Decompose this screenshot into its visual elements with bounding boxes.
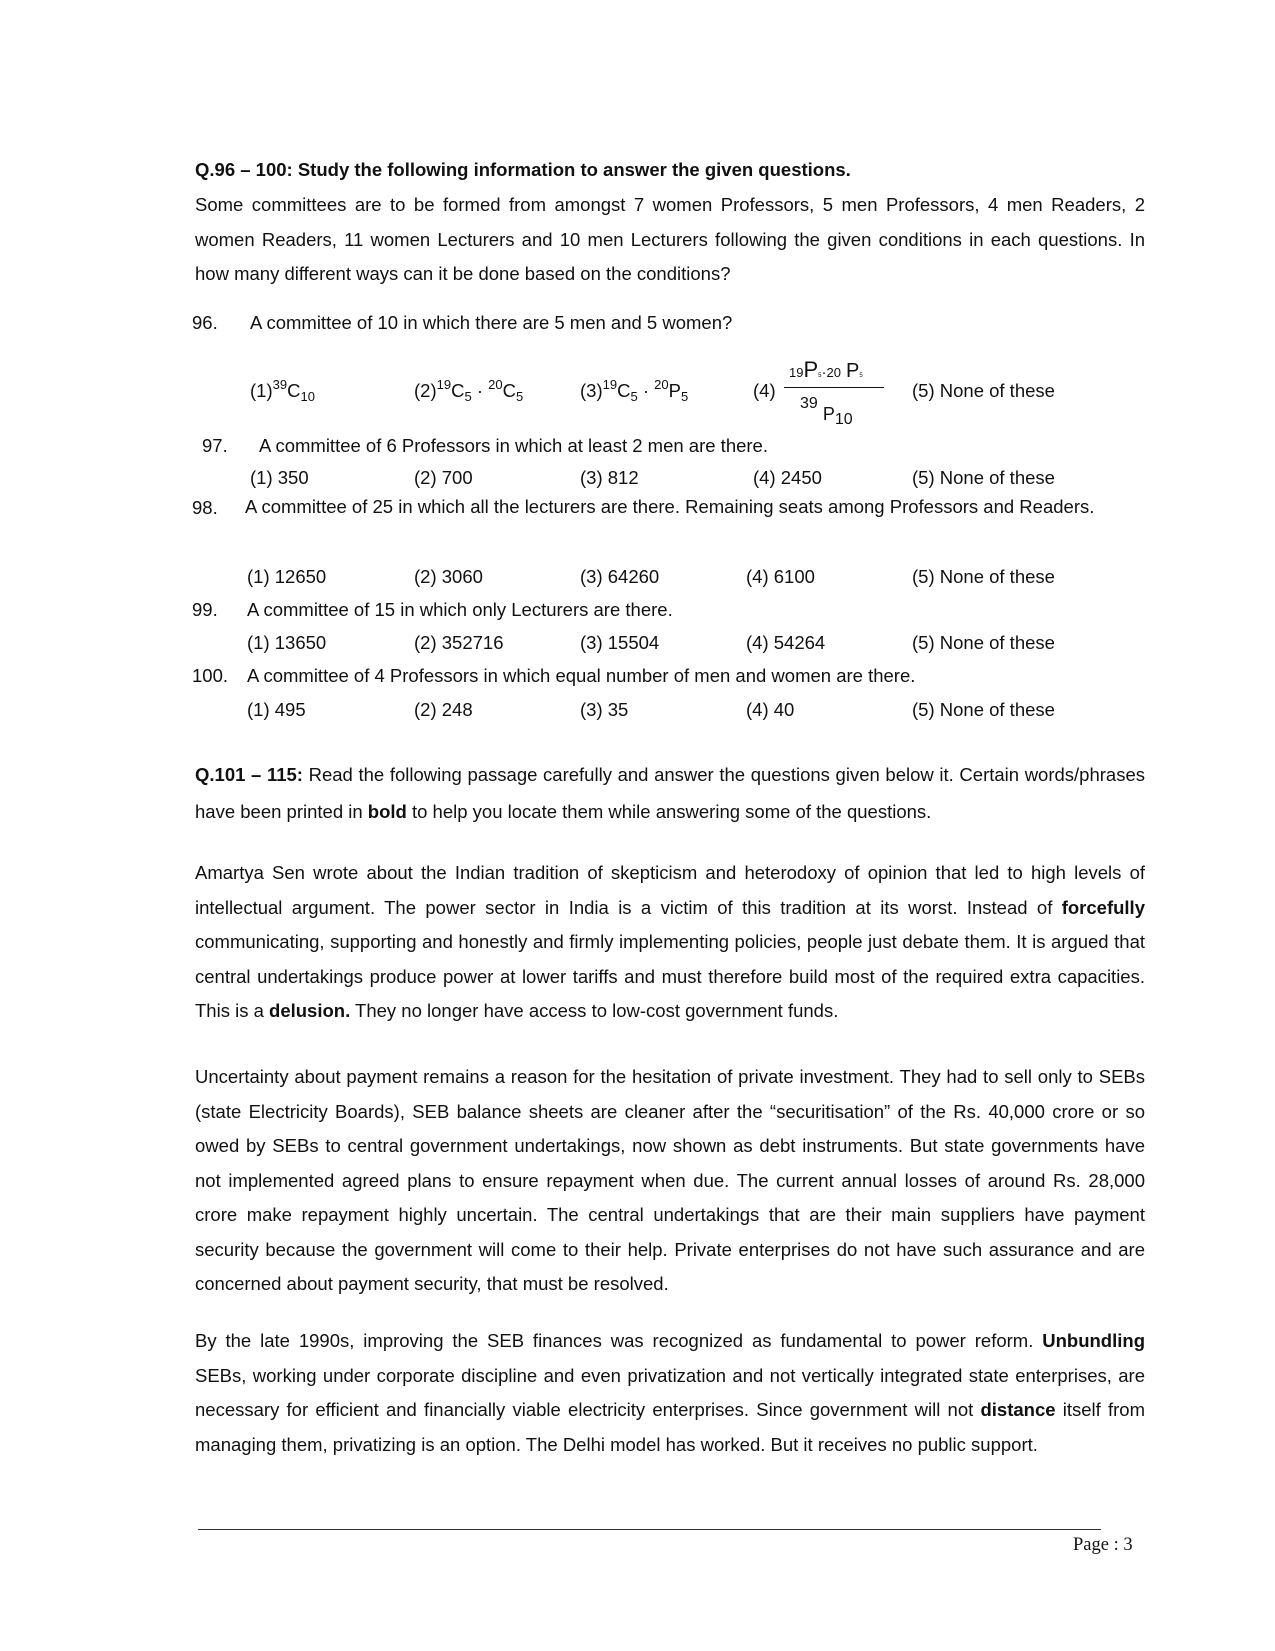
passage-paragraph-1: Amartya Sen wrote about the Indian tradition of skepticism and heterodoxy of opinion that led to high levels of intellectual argument. The power sector in India is a victim of this tradition at its worst. Instead of forcefully communicating, supporting and honestly and firmly implementing policies, people just debate them. It is argued that central undertakings produce power at lower tariffs and must therefore build most of the required extra capacities. This is a delusion. They no longer have access to low-cost government funds. [195, 862, 1145, 1021]
passage-paragraph-3: By the late 1990s, improving the SEB finances was recognized as fundamental to power reform. Unbundling SEBs, working under corporate discipline and even privatization and not vertically integrated state enterprises, are necessary for efficient and financially viable electricity enterprises. Since government will not distance itself from managing them, privatizing is an option. The Delhi model has worked. But it receives no public support. [195, 1330, 1145, 1455]
fraction-bar [784, 387, 884, 388]
question-number: 97. [202, 435, 228, 456]
option-4: (4) 2450 [753, 467, 822, 488]
passage-paragraph-2: Uncertainty about payment remains a reason for the hesitation of private investment. They had to sell only to SEBs (state Electricity Boards), SEB balance sheets are cleaner after the “securitisation” of the Rs. 40,000 crore or so owed by SEBs to central government undertakings, now shown as debt instruments. But state governments have not implemented agreed plans to ensure repayment when due. The current annual losses of around Rs. 28,000 crore make repayment highly uncertain. The central undertakings that are their main suppliers have payment security because the government will come to their help. Private enterprises do not have such assurance and are concerned about payment security, that must be resolved. [195, 1066, 1145, 1294]
option-5: (5) None of these [912, 380, 1055, 401]
question-number: 100. [192, 665, 229, 686]
option-2: (2) 700 [414, 467, 473, 488]
option-5: (5) None of these [912, 699, 1055, 720]
question-number: 99. [192, 599, 218, 620]
question-number: 98. [192, 497, 218, 518]
question-text: A committee of 10 in which there are 5 men and 5 women? [250, 312, 733, 333]
option-2: (2) 3060 [414, 566, 483, 587]
option-1: (1) 495 [247, 699, 306, 720]
option-4-label: (4) [753, 380, 776, 401]
question-text: A committee of 25 in which all the lecturers are there. Remaining seats among Professors and Readers. [245, 496, 1095, 517]
option-1: (1) 13650 [247, 632, 327, 653]
option-2: $(2)^{19}C_5 \cdot ^{20}C_5$ [414, 377, 524, 404]
option-4: (4) 54264 [746, 632, 826, 653]
option-3: (3) 64260 [580, 566, 660, 587]
option-1: (1) 350 [250, 467, 309, 488]
option-4-numerator: 19P5·20 P5 [789, 357, 863, 382]
option-4: (4) 6100 [746, 566, 815, 587]
section-heading: Q.96 – 100: Study the following information to answer the given questions. [195, 159, 851, 180]
option-2: (2) 248 [414, 699, 473, 720]
question-text: A committee of 6 Professors in which at least 2 men are there. [259, 435, 768, 456]
option-5: (5) None of these [912, 467, 1055, 488]
passage-instructions: Q.101 – 115: Read the following passage carefully and answer the questions given below it. Certain words/phrases have been printed in bold to help you locate them while answering some of the questions. [195, 764, 1145, 822]
option-1: (1) 12650 [247, 566, 327, 587]
option-3: $(3)^{19}C_5 \cdot ^{20}P_5$ [580, 377, 689, 404]
question-number: 96. [192, 312, 218, 333]
option-4: (4) 40 [746, 699, 795, 720]
question-text: A committee of 15 in which only Lecturers are there. [247, 599, 673, 620]
option-2: (2) 352716 [414, 632, 504, 653]
page-number: Page : 3 [1073, 1535, 1133, 1555]
option-5: (5) None of these [912, 632, 1055, 653]
option-3: (3) 15504 [580, 632, 660, 653]
footer-divider [198, 1529, 1101, 1530]
option-1: $(1)^{39}C_{10}$ [250, 377, 315, 404]
option-3: (3) 35 [580, 699, 629, 720]
option-4-denominator: 39 P10 [800, 395, 853, 428]
question-text: A committee of 4 Professors in which equal number of men and women are there. [247, 665, 916, 686]
option-3: (3) 812 [580, 467, 639, 488]
option-5: (5) None of these [912, 566, 1055, 587]
section-instructions: Some committees are to be formed from amongst 7 women Professors, 5 men Professors, 4 men Readers, 2 women Readers, 11 women Lecturers and 10 men Lecturers following the given conditions in each questions. In how many different ways can it be done based on the conditions? [195, 194, 1145, 284]
